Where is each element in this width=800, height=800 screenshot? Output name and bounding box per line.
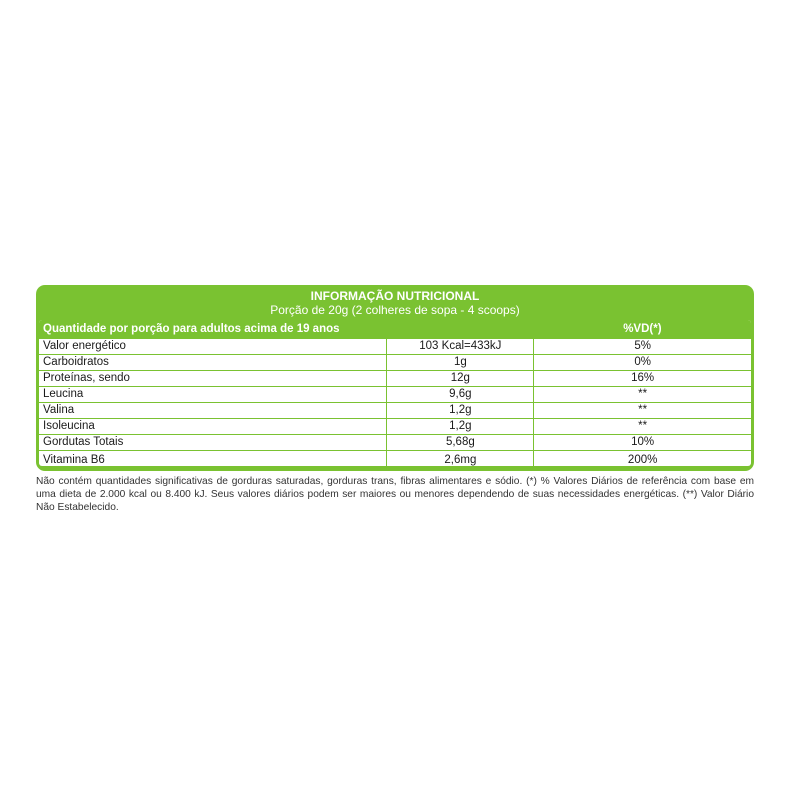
table-row: [39, 355, 751, 371]
table-row: [39, 435, 751, 451]
serving-size: Porção de 20g (2 colheres de sopa - 4 scoops): [270, 303, 520, 317]
table-row: [39, 403, 751, 419]
nutrition-footnote: Não contém quantidades significativas de gorduras saturadas, gorduras trans, fibras alimentares e sódio. (*) % Valores Diários de referência com base em uma dieta de 2.000 kcal ou 8.400 kJ. Seus valores diários podem ser maiores ou menores dependendo de suas necessidades energéticas. (**) Valor Diário Não Estabelecido.: [36, 476, 754, 513]
header-daily-value: %VD(*): [534, 320, 751, 339]
table-row: [39, 451, 751, 467]
nutrient-amount: 2,6mg: [387, 451, 534, 467]
nutrition-facts-panel: [36, 285, 754, 471]
nutrient-daily-value: 200%: [627, 453, 658, 466]
table-row: [39, 339, 751, 355]
table-row: [39, 387, 751, 403]
nutrient-daily-value: **: [534, 419, 751, 435]
nutrient-amount: 1,2g: [387, 419, 534, 435]
nutrient-name: Vitamina B6: [39, 451, 387, 467]
nutrient-amount: 1g: [387, 355, 534, 371]
table-header-row: [39, 320, 751, 339]
header-quantity: Quantidade por porção para adultos acima de 19 anos: [39, 320, 534, 339]
nutrient-name: Proteínas, sendo: [39, 371, 387, 387]
nutrient-amount: 12g: [387, 371, 534, 387]
nutrient-daily-value: 5%: [534, 339, 751, 355]
nutrient-amount: 9,6g: [387, 387, 534, 403]
nutrient-amount: 5,68g: [387, 435, 534, 451]
nutrient-daily-value: 10%: [534, 435, 751, 451]
nutrient-daily-value: **: [534, 403, 751, 419]
nutrient-daily-value: 0%: [534, 355, 751, 371]
nutrient-name: Gordutas Totais: [39, 435, 387, 451]
nutrition-title: INFORMAÇÃO NUTRICIONAL: [310, 289, 480, 303]
nutrient-name: Leucina: [39, 387, 387, 403]
table-row: [39, 419, 751, 435]
nutrient-name: Carboidratos: [39, 355, 387, 371]
nutrient-daily-value: **: [534, 387, 751, 403]
nutrient-name: Valina: [39, 403, 387, 419]
nutrient-name: Valor energético: [39, 339, 387, 355]
nutrient-daily-value: 16%: [534, 371, 751, 387]
nutrition-table: [39, 320, 751, 466]
nutrient-amount: 103 Kcal=433kJ: [387, 339, 534, 355]
nutrient-name: Isoleucina: [39, 419, 387, 435]
nutrient-amount: 1,2g: [387, 403, 534, 419]
nutrition-table-container: [39, 320, 751, 466]
table-row: [39, 371, 751, 387]
